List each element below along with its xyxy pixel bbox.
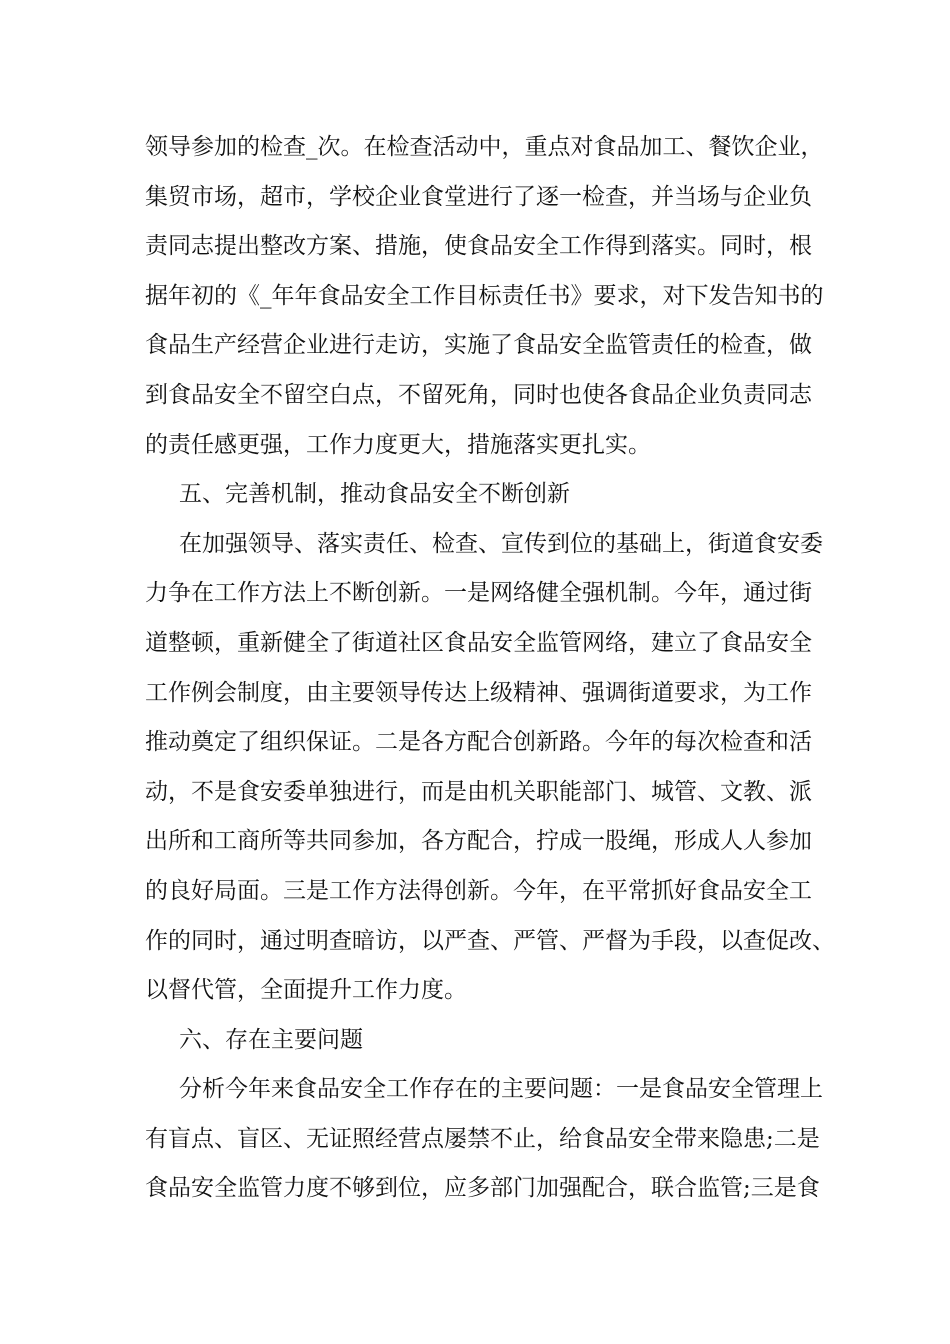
- text-line: 有盲点、盲区、无证照经营点屡禁不止，给食品安全带来隐患;二是: [145, 1125, 820, 1152]
- text-line: 食品安全监管力度不够到位，应多部门加强配合，联合监管;三是食: [145, 1175, 820, 1202]
- text-line: 集贸市场，超市，学校企业食堂进行了逐一检查，并当场与企业负: [145, 183, 812, 210]
- text-line: 动，不是食安委单独进行，而是由机关职能部门、城管、文教、派: [145, 778, 812, 805]
- text-line: 力争在工作方法上不断创新。一是网络健全强机制。今年，通过街: [145, 580, 812, 607]
- text-line: 责同志提出整改方案、措施，使食品安全工作得到落实。同时，根: [145, 233, 812, 260]
- text-line: 的良好局面。三是工作方法得创新。今年，在平常抓好食品安全工: [145, 877, 812, 904]
- text-line: 到食品安全不留空白点，不留死角，同时也使各食品企业负责同志: [145, 381, 812, 408]
- text-line: 食品生产经营企业进行走访，实施了食品安全监管责任的检查，做: [145, 332, 812, 359]
- text-line: 的责任感更强，工作力度更大，措施落实更扎实。: [145, 431, 651, 458]
- text-line: 五、完善机制，推动食品安全不断创新: [179, 481, 570, 508]
- text-line: 以督代管，全面提升工作力度。: [145, 977, 467, 1004]
- text-line: 分析今年来食品安全工作存在的主要问题：一是食品安全管理上: [179, 1076, 823, 1103]
- text-line: 六、存在主要问题: [179, 1026, 363, 1053]
- text-line: 作的同时，通过明查暗访，以严查、严管、严督为手段，以查促改、: [145, 927, 835, 954]
- document-body: [145, 123, 835, 1214]
- text-line: 据年初的《_年年食品安全工作目标责任书》要求，对下发告知书的: [145, 282, 824, 309]
- text-line: 道整顿，重新健全了街道社区食品安全监管网络，建立了食品安全: [145, 629, 812, 656]
- text-line: 推动奠定了组织保证。二是各方配合创新路。今年的每次检查和活: [145, 729, 812, 756]
- text-line: 在加强领导、落实责任、检查、宣传到位的基础上，街道食安委: [179, 530, 823, 557]
- text-line: 出所和工商所等共同参加，各方配合，拧成一股绳，形成人人参加: [145, 828, 812, 855]
- text-line: 工作例会制度，由主要领导传达上级精神、强调街道要求，为工作: [145, 679, 812, 706]
- text-line: 领导参加的检查_次。在检查活动中，重点对食品加工、餐饮企业，: [145, 134, 824, 160]
